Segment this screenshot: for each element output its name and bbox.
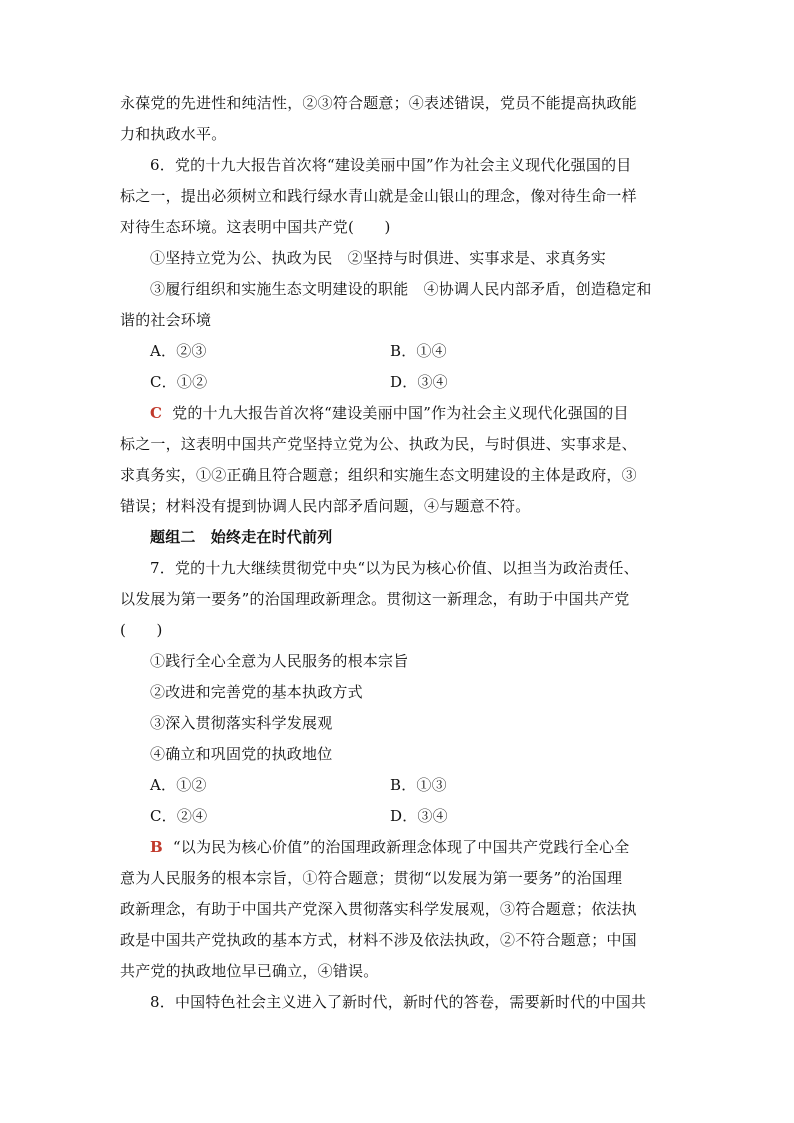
option-a: A．①② bbox=[150, 776, 207, 794]
explanation-line: 标之一，这表明中国共产党坚持立党为公、执政为民，与时俱进、实事求是、 bbox=[120, 435, 637, 453]
statement-line: ②改进和完善党的基本执政方式 bbox=[150, 683, 363, 701]
explanation-line: 政新理念，有助于中国共产党深入贯彻落实科学发展观，③符合题意；依法执 bbox=[120, 900, 637, 918]
option-b: B．①③ bbox=[390, 776, 447, 794]
explanation-text: 党的十九大报告首次将“建设美丽中国”作为社会主义现代化强国的目 bbox=[172, 404, 629, 422]
statement-line: ③深入贯彻落实科学发展观 bbox=[150, 714, 333, 732]
option-d: D．③④ bbox=[390, 807, 448, 825]
explanation-line bbox=[120, 832, 680, 863]
question-6 bbox=[120, 150, 680, 522]
option-a: A．②③ bbox=[150, 342, 207, 360]
question-7 bbox=[120, 553, 680, 987]
section-title: 题组二 始终走在时代前列 bbox=[150, 528, 333, 546]
answer-blank: ( ) bbox=[120, 621, 163, 639]
answer-letter: C bbox=[150, 404, 163, 422]
explanation-line: 求真务实，①②正确且符合题意；组织和实施生态文明建设的主体是政府，③ bbox=[120, 466, 637, 484]
statement-line: ①坚持立党为公、执政为民 ②坚持与时俱进、实事求是、求真务实 bbox=[150, 249, 607, 267]
question-stem-line: 6．党的十九大报告首次将“建设美丽中国”作为社会主义现代化强国的目 bbox=[150, 156, 632, 174]
option-c: C．①② bbox=[150, 373, 208, 391]
question-stem-line: 8．中国特色社会主义进入了新时代，新时代的答卷，需要新时代的中国共 bbox=[150, 993, 647, 1011]
text-line: 永葆党的先进性和纯洁性，②③符合题意；④表述错误，党员不能提高执政能 bbox=[120, 94, 637, 112]
explanation-line: 意为人民服务的根本宗旨，①符合题意；贯彻“以发展为第一要务”的治国理 bbox=[120, 869, 623, 887]
explanation-line: 共产党的执政地位早已确立，④错误。 bbox=[120, 962, 379, 980]
document-page bbox=[120, 88, 680, 1018]
question-8 bbox=[120, 987, 680, 1018]
question-stem-line: 以发展为第一要务”的治国理政新理念。贯彻这一新理念，有助于中国共产党 bbox=[120, 590, 630, 608]
option-b: B．①④ bbox=[390, 342, 447, 360]
question-stem-line: 7．党的十九大继续贯彻党中央“以为民为核心价值、以担当为政治责任、 bbox=[150, 559, 639, 577]
explanation-line: 政是中国共产党执政的基本方式，材料不涉及依法执政，②不符合题意；中国 bbox=[120, 931, 637, 949]
explanation-line: 错误；材料没有提到协调人民内部矛盾问题，④与题意不符。 bbox=[120, 497, 531, 515]
statement-line: ③履行组织和实施生态文明建设的职能 ④协调人民内部矛盾，创造稳定和 bbox=[150, 280, 652, 298]
text-line: 力和执政水平。 bbox=[120, 125, 227, 143]
intro-paragraph bbox=[120, 88, 680, 150]
options-row bbox=[120, 367, 680, 398]
option-d: D．③④ bbox=[390, 373, 448, 391]
statement-line: 谐的社会环境 bbox=[120, 311, 212, 329]
statement-line: ④确立和巩固党的执政地位 bbox=[150, 745, 333, 763]
option-c: C．②④ bbox=[150, 807, 208, 825]
options-row bbox=[120, 336, 680, 367]
explanation-text: “以为民为核心价值”的治国理政新理念体现了中国共产党践行全心全 bbox=[172, 838, 630, 856]
answer-letter: B bbox=[150, 838, 163, 856]
options-row bbox=[120, 770, 680, 801]
question-stem-line: 标之一，提出必须树立和践行绿水青山就是金山银山的理念，像对待生命一样 bbox=[120, 187, 637, 205]
options-row bbox=[120, 801, 680, 832]
explanation-line bbox=[120, 398, 680, 429]
question-stem-line: 对待生态环境。这表明中国共产党( ) bbox=[120, 218, 391, 236]
statement-line: ①践行全心全意为人民服务的根本宗旨 bbox=[150, 652, 409, 670]
